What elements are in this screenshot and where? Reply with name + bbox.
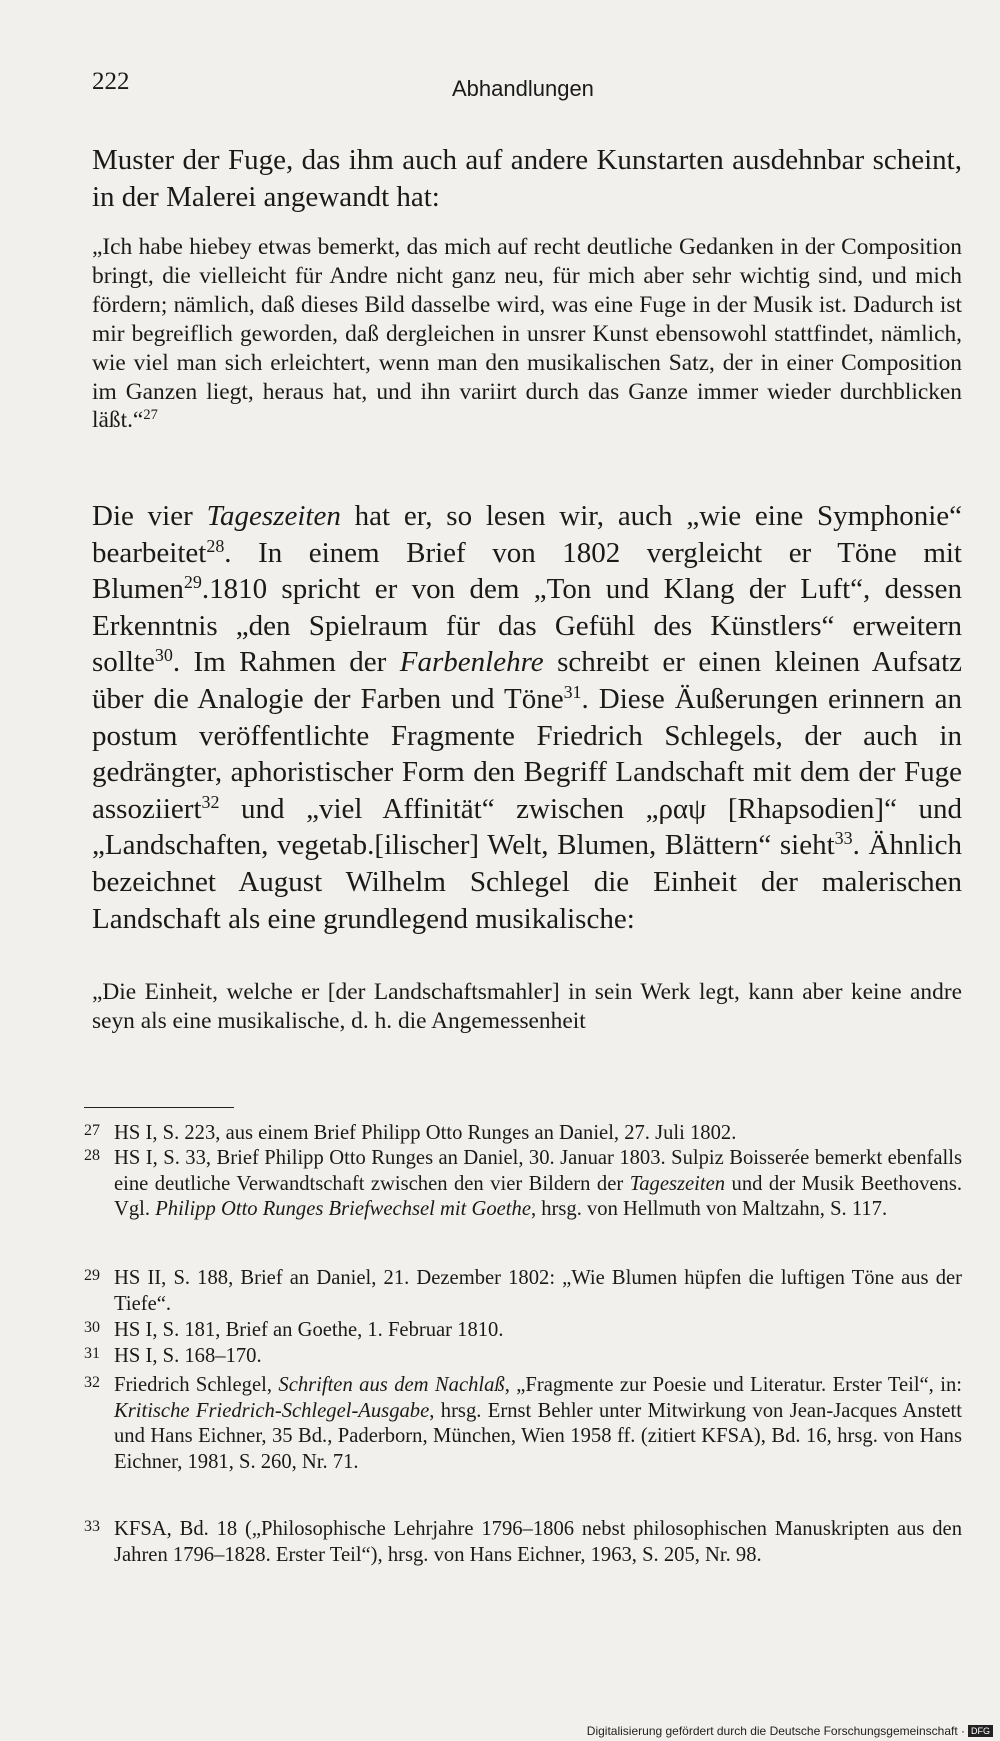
footnote-separator [84, 1107, 234, 1108]
footnote-ref-31: 31 [563, 682, 582, 703]
footnote-ref-32: 32 [201, 791, 220, 812]
footnote-28: 28 HS I, S. 33, Brief Philipp Otto Runges an Daniel, 30. Januar 1803. Sulpiz Boisserée bemerkt ebenfalls eine deutliche Verwandtschaft zwischen den vier Bildern der Tageszeiten und der Musik Beethovens. Vgl. Philipp Otto Runges Briefwechsel mit Goethe, hrsg. von Hellmuth von Maltzahn, S. 117. [84, 1147, 962, 1220]
footnote-29: 29 HS II, S. 188, Brief an Daniel, 21. Dezember 1802: „Wie Blumen hüpfen die luftigen Töne aus der Tiefe“. [84, 1267, 962, 1315]
block-quote-1: „Ich habe hiebey etwas bemerkt, das mich auf recht deutliche Gedanken in der Composition bringt, die vielleicht für Andre nicht ganz neu, für mich aber sehr wichtig sind, und mich fördern; nämlich, daß dieses Bild dasselbe wird, was eine Fuge in der Musik ist. Dadurch ist mir begreiflich geworden, daß dergleichen in unsrer Kunst ebensowohl stattfindet, nämlich, wie viel man sich erleichtert, wenn man den musikalischen Satz, der in einer Composition im Ganzen liegt, heraus hat, und ihn variirt durch das Ganze immer wieder durchblicken läßt.“$^{27}$ [92, 234, 962, 434]
footnote-32: 32 Friedrich Schlegel, Schriften aus dem Nachlaß, „Fragmente zur Poesie und Literatur. Erster Teil“, in: Kritische Friedrich-Schlegel-Ausgabe, hrsg. Ernst Behler unter Mitwirkung von Jean-Jacques Anstett und Hans Eichner, 35 Bd., Paderborn, München, Wien 1958 ff. (zitiert KFSA), Bd. 16, hrsg. von Hans Eichner, 1981, S. 260, Nr. 71. [84, 1374, 962, 1473]
dfg-logo: DFG [968, 1725, 993, 1737]
footnote-ref-29: 29 [183, 572, 202, 593]
footnote-ref-28: 28 [206, 535, 225, 556]
block-quote-2: „Die Einheit, welche er [der Landschaftsmahler] in sein Werk legt, kann aber keine andre seyn als eine musikalische, d. h. die Angemessenheit [92, 979, 962, 1034]
body-paragraph-2: Die vier Tageszeiten hat er, so lesen wir, auch „wie eine Symphonie“ bearbeitet$^{28}$. In einem Brief von 1802 vergleicht er Töne mit Blumen$^{29}$.1810 spricht er von dem „Ton und Klang der Luft“, dessen Erkenntnis „den Spielraum für das Gefühl des Künstlers“ erweitern sollte$^{30}$. Im Rahmen der Farbenlehre schreibt er einen kleinen Aufsatz über die Analogie der Farben und Töne$^{31}$. Diese Äußerungen erinnern an postum veröffentlichte Fragmente Friedrich Schlegels, der auch in gedrängter, aphoristischer Form den Begriff Landschaft mit dem der Fuge assoziiert$^{32}$ und „viel Affinität“ zwischen „ραψ [Rhapsodien]“ und „Landschaften, vegetab.[ilischer] Welt, Blumen, Blättern“ sieht$^{33}$. Ähnlich bezeichnet August Wilhelm Schlegel die Einheit der malerischen Landschaft als eine grundlegend musikalische: [92, 500, 962, 935]
digitization-credit: Digitalisierung gefördert durch die Deutsche Forschungsgemeinschaft · DFG [587, 1724, 993, 1738]
running-title: Abhandlungen [452, 76, 594, 101]
footnote-27: 27 HS I, S. 223, aus einem Brief Philipp Otto Runges an Daniel, 27. Juli 1802. [84, 1122, 737, 1144]
footnote-33: 33 KFSA, Bd. 18 („Philosophische Lehrjahre 1796–1806 nebst philosophischen Manuskripten aus den Jahren 1796–1828. Erster Teil“), hrsg. von Hans Eichner, 1963, S. 205, Nr. 98. [84, 1518, 962, 1566]
footnote-ref-30: 30 [154, 645, 173, 666]
footnote-30: 30 HS I, S. 181, Brief an Goethe, 1. Februar 1810. [84, 1319, 504, 1341]
page-number: 222 [92, 68, 130, 95]
footnote-ref-33: 33 [834, 828, 853, 849]
body-paragraph-1: Muster der Fuge, das ihm auch auf andere Kunstarten ausdehnbar scheint, in der Malerei angewandt hat: [92, 144, 962, 213]
footnote-ref-27: 27 [143, 407, 158, 424]
footnote-31: 31 HS I, S. 168–170. [84, 1345, 262, 1367]
